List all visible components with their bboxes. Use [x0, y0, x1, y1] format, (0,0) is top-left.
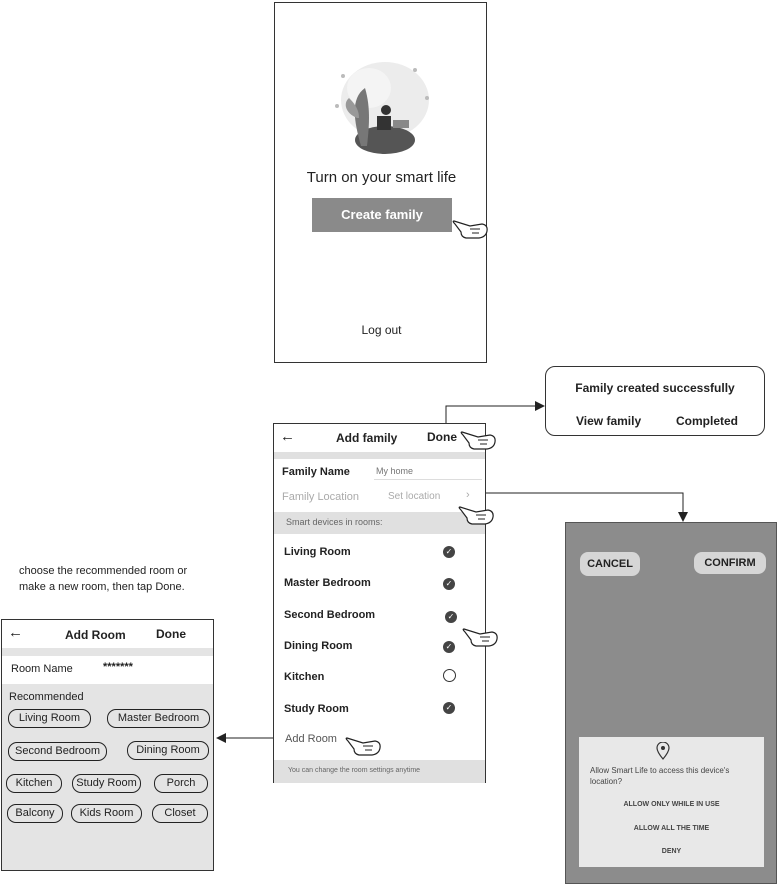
add-room-header — [2, 620, 213, 648]
room-chip[interactable]: Porch — [154, 774, 208, 793]
back-arrow-icon[interactable]: ← — [8, 624, 23, 641]
room-name-row — [2, 656, 213, 684]
room-name: Dining Room — [284, 640, 353, 652]
room-row[interactable] — [274, 544, 485, 564]
room-name-label: Room Name — [11, 663, 73, 675]
room-name: Second Bedroom — [284, 609, 376, 621]
check-icon[interactable]: ✓ — [443, 578, 455, 590]
room-chip[interactable]: Kids Room — [71, 804, 142, 823]
welcome-headline: Turn on your smart life — [306, 169, 457, 186]
pointing-hand-icon — [460, 428, 500, 452]
cancel-button[interactable]: CANCEL — [580, 552, 640, 576]
popup-title: Family created successfully — [575, 381, 735, 395]
done-button[interactable]: Done — [427, 430, 457, 444]
check-icon[interactable]: ✓ — [445, 611, 457, 623]
completed-button[interactable]: Completed — [676, 414, 739, 428]
add-room-title: Add Room — [65, 628, 126, 642]
add-room-done-button[interactable]: Done — [156, 627, 186, 641]
add-room-link[interactable]: Add Room — [285, 733, 337, 745]
room-name: Study Room — [284, 703, 349, 715]
back-arrow-icon[interactable]: ← — [280, 428, 295, 445]
room-chip[interactable]: Second Bedroom — [8, 742, 107, 761]
room-chip[interactable]: Balcony — [7, 804, 63, 823]
rooms-section-header — [274, 512, 485, 534]
pointing-hand-icon — [458, 503, 498, 527]
permission-prompt: Allow Smart Life to access this device's location? — [590, 766, 730, 786]
allow-all-time-button[interactable]: ALLOW ALL THE TIME — [633, 825, 710, 832]
room-name-input[interactable]: ******* — [103, 661, 133, 673]
family-location-label: Family Location — [282, 491, 360, 503]
footer-bar — [274, 760, 485, 783]
set-location-field[interactable]: Set location — [388, 491, 441, 502]
divider — [274, 452, 485, 459]
pointing-hand-icon — [345, 734, 385, 758]
room-chip[interactable]: Dining Room — [127, 741, 209, 760]
location-pin-icon — [655, 742, 671, 760]
add-family-title: Add family — [336, 431, 398, 445]
view-family-button[interactable]: View family — [576, 414, 642, 428]
deny-button[interactable]: DENY — [661, 848, 682, 855]
room-row[interactable] — [274, 607, 485, 627]
recommended-label: Recommended — [9, 691, 84, 703]
room-chip[interactable]: Closet — [152, 804, 208, 823]
family-name-label: Family Name — [282, 466, 350, 478]
confirm-button[interactable]: CONFIRM — [694, 552, 766, 574]
allow-while-in-use-button[interactable]: ALLOW ONLY WHILE IN USE — [623, 801, 720, 808]
unchecked-circle-icon[interactable] — [443, 669, 456, 682]
logout-link[interactable]: Log out — [361, 323, 402, 337]
room-row[interactable] — [274, 701, 485, 721]
instruction-text: choose the recommended room or make a new room, then tap Done. — [19, 565, 188, 593]
room-name: Living Room — [284, 546, 351, 558]
room-name: Master Bedroom — [284, 577, 371, 589]
room-row[interactable] — [274, 638, 485, 658]
room-row[interactable] — [274, 575, 485, 595]
pointing-hand-icon — [462, 625, 502, 649]
room-name: Kitchen — [284, 671, 325, 683]
room-chip[interactable]: Study Room — [72, 774, 141, 793]
check-icon[interactable]: ✓ — [443, 641, 455, 653]
location-dialog-screen — [565, 522, 777, 884]
room-chip[interactable]: Master Bedroom — [107, 709, 210, 728]
permission-card — [579, 737, 764, 867]
room-chip[interactable]: Kitchen — [6, 774, 62, 793]
create-family-button[interactable]: Create family — [312, 198, 452, 232]
add-family-screen — [273, 423, 486, 783]
add-room-screen — [1, 619, 214, 871]
family-name-input[interactable] — [374, 462, 482, 480]
rooms-header-text: Smart devices in rooms: — [286, 517, 383, 527]
room-chip[interactable]: Living Room — [8, 709, 91, 728]
footer-note: You can change the room settings anytime — [288, 767, 421, 774]
check-icon[interactable]: ✓ — [443, 702, 455, 714]
chevron-right-icon[interactable]: › — [466, 489, 470, 501]
check-icon[interactable]: ✓ — [443, 546, 455, 558]
room-row[interactable] — [274, 669, 485, 689]
